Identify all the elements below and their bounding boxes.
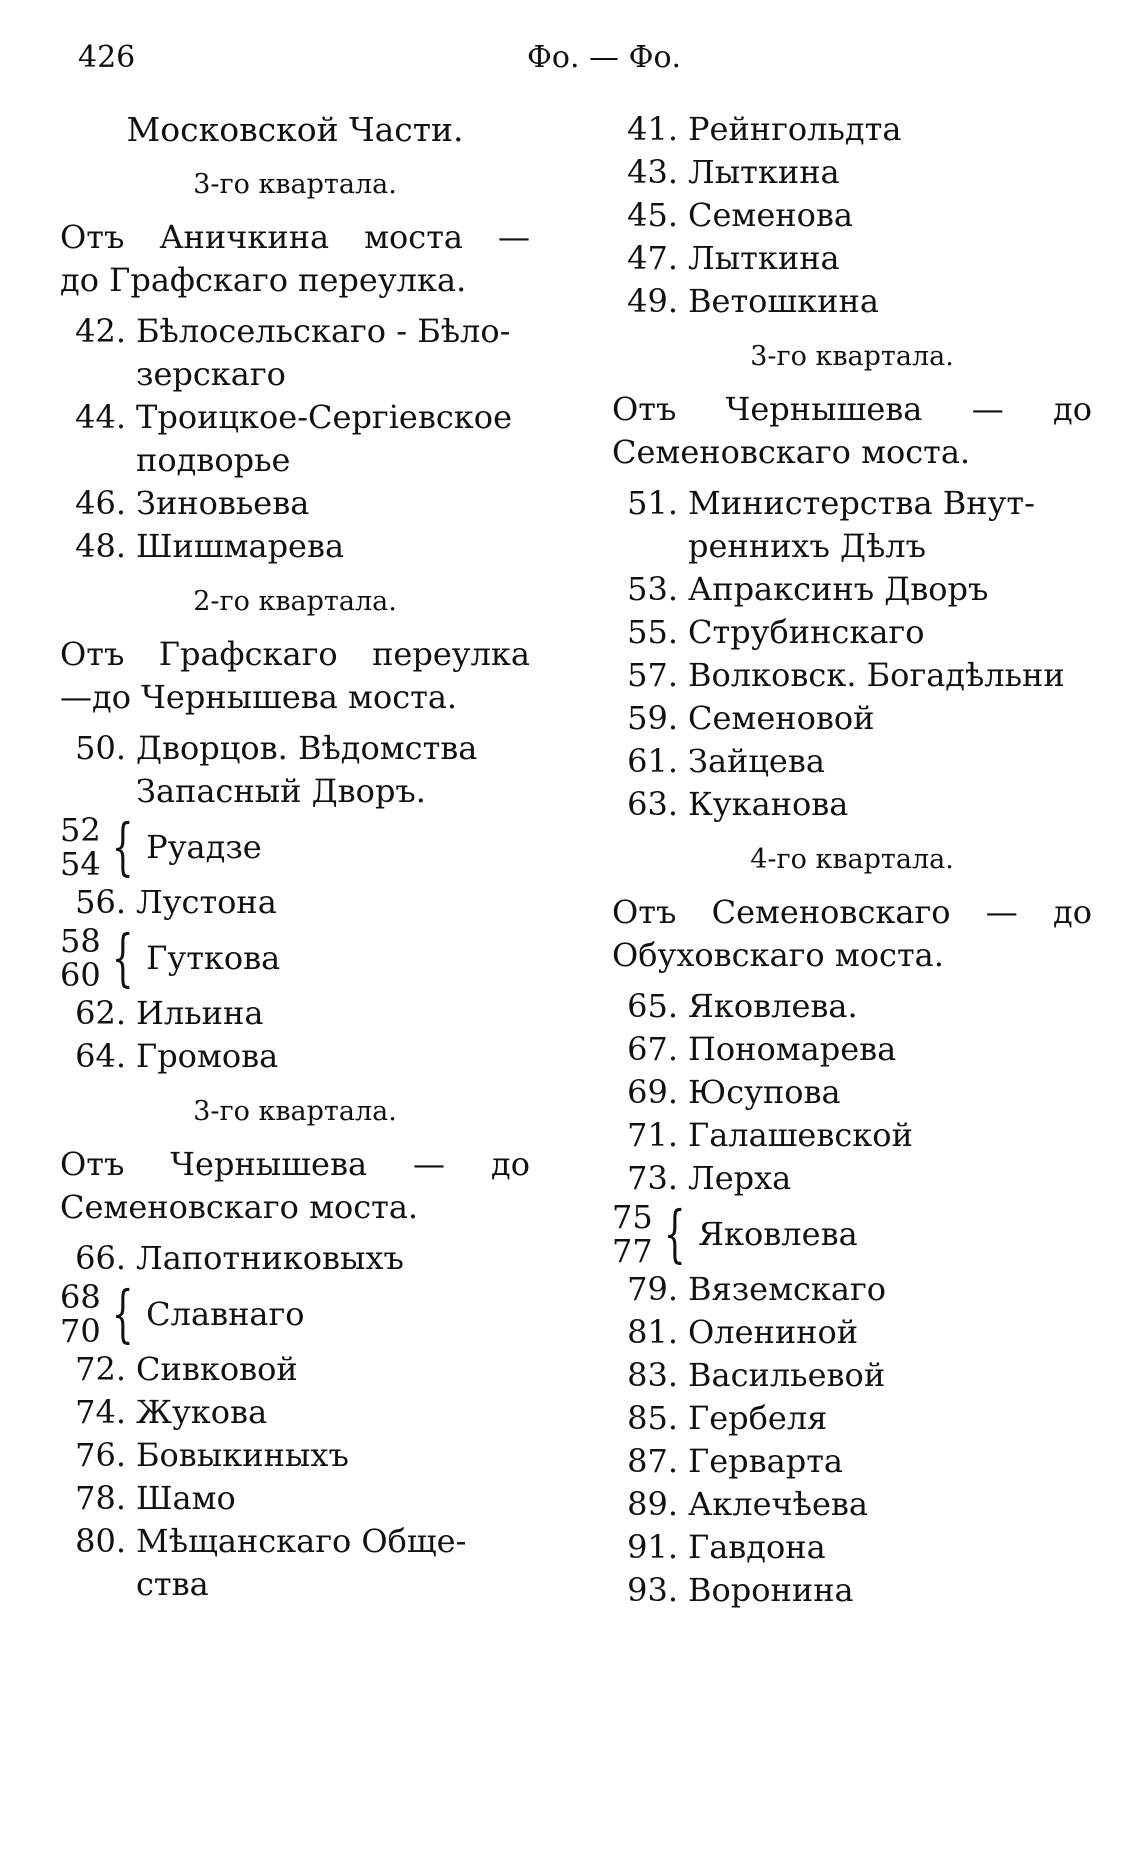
entry-name: Лапотниковыхъ <box>136 1239 404 1277</box>
quarter-heading: 2-го квартала. <box>193 586 397 617</box>
entry-name: Юсупова <box>688 1073 841 1111</box>
entry-name: Сивковой <box>136 1350 298 1388</box>
entry-number: 57. <box>627 656 678 694</box>
entry-continuation: Запасный Дворъ. <box>136 772 426 810</box>
spacer <box>612 474 1092 482</box>
route-line: до Графскаго переулка. <box>60 261 467 299</box>
quarter-heading: 3-го квартала. <box>193 1096 397 1127</box>
entry-name: Лыткина <box>688 239 840 277</box>
entry-name: Гавдона <box>688 1528 826 1566</box>
entry-number: 83. <box>627 1356 678 1394</box>
entry-name: Троицкое-Сергіевское <box>136 398 512 436</box>
entry-name: Струбинскаго <box>688 613 925 651</box>
list-item <box>612 985 1092 1028</box>
entry-name: Аклечѣева <box>688 1485 868 1523</box>
list-item <box>612 1397 1092 1440</box>
entry-continuation: подворье <box>136 441 291 479</box>
entry-number: 44. <box>75 398 126 436</box>
entry-number: 56. <box>75 883 126 921</box>
route-line: Семеновскаго моста. <box>612 433 971 471</box>
list-item <box>612 611 1092 654</box>
route-line: Отъ Чернышева — до <box>60 1145 530 1183</box>
route-line: Отъ Семеновскаго — до <box>612 893 1092 931</box>
entry-continuation: зерскаго <box>136 355 286 393</box>
list-item <box>612 568 1092 611</box>
entry-name: Яковлева. <box>688 987 858 1025</box>
entry-number: 61. <box>627 742 678 780</box>
entry-number: 63. <box>627 785 678 823</box>
entry-name: Лустона <box>136 883 277 921</box>
entry-number: 67. <box>627 1030 678 1068</box>
list-item <box>60 310 530 353</box>
running-head: Фо. — Фо. <box>527 40 682 75</box>
entry-number: 49. <box>627 282 678 320</box>
entry-number: 66. <box>75 1239 126 1277</box>
page-number: 426 <box>78 40 136 75</box>
entry-name: Вяземскаго <box>688 1270 887 1308</box>
entry-number: 46. <box>75 484 126 522</box>
entry-name: Олениной <box>688 1313 859 1351</box>
entry-number: 51. <box>627 484 678 522</box>
entry-number: 47. <box>627 239 678 277</box>
entry-number: 81. <box>627 1313 678 1351</box>
quarter-heading: 3-го квартала. <box>750 341 954 372</box>
route-line: Отъ Аничкина моста — <box>60 218 530 256</box>
entry-number: 55. <box>627 613 678 651</box>
entry-continuation: реннихъ Дѣлъ <box>688 527 926 565</box>
entry-number: 64. <box>75 1037 126 1075</box>
entry-number: 70 <box>60 1312 101 1350</box>
entry-number: 93. <box>627 1571 678 1609</box>
list-item <box>60 1477 530 1520</box>
entry-name: Семенова <box>688 196 853 234</box>
entry-name: Пономарева <box>688 1030 897 1068</box>
brace-symbol: { <box>663 1197 686 1270</box>
list-item <box>612 108 1092 151</box>
entry-number: 74. <box>75 1393 126 1431</box>
entry-number: 91. <box>627 1528 678 1566</box>
list-item <box>612 237 1092 280</box>
entry-name: Дворцов. Вѣдомства <box>136 729 478 767</box>
brace-numbers <box>60 1280 101 1348</box>
entry-name: Шишмарева <box>136 527 345 565</box>
route-line: Отъ Графскаго переулка <box>60 635 530 673</box>
entry-number: 77 <box>612 1232 653 1270</box>
list-item <box>60 1035 530 1078</box>
list-item <box>612 697 1092 740</box>
entry-number: 85. <box>627 1399 678 1437</box>
list-item <box>60 881 530 924</box>
route-line: Отъ Чернышева — до <box>612 390 1092 428</box>
brace-numbers <box>60 813 101 881</box>
entry-name: Апраксинъ Дворъ <box>688 570 989 608</box>
entry-name: Гуткова <box>146 938 281 977</box>
quarter-heading: 4-го квартала. <box>750 844 954 875</box>
list-item <box>612 1028 1092 1071</box>
entry-name: Лыткина <box>688 153 840 191</box>
entry-continuation: ства <box>136 1565 209 1603</box>
entry-number: 80. <box>75 1522 126 1560</box>
entry-name: Воронина <box>688 1571 854 1609</box>
entry-number: 79. <box>627 1270 678 1308</box>
entry-number: 50. <box>75 729 126 767</box>
list-item <box>60 1520 530 1563</box>
list-item <box>612 1157 1092 1200</box>
entry-number: 73. <box>627 1159 678 1197</box>
entry-number: 59. <box>627 699 678 737</box>
entry-name: Жукова <box>136 1393 268 1431</box>
list-item <box>60 396 530 439</box>
list-item <box>612 194 1092 237</box>
entry-name: Славнаго <box>146 1294 305 1333</box>
entry-name: Герварта <box>688 1442 843 1480</box>
brace-numbers <box>612 1200 653 1268</box>
spacer <box>60 302 530 310</box>
entry-name: Галашевской <box>688 1116 913 1154</box>
brace-entry <box>60 810 530 883</box>
list-item <box>612 1311 1092 1354</box>
list-item <box>612 1526 1092 1569</box>
entry-number: 45. <box>627 196 678 234</box>
entry-name: Руадзе <box>146 827 262 866</box>
entry-name: Бѣлосельскаго - Бѣло- <box>136 312 511 350</box>
list-item <box>612 1114 1092 1157</box>
entry-number: 54 <box>60 845 101 883</box>
entry-number: 58 <box>60 922 101 960</box>
spacer <box>612 977 1092 985</box>
entry-number: 60 <box>60 956 101 994</box>
entry-number: 52 <box>60 811 101 849</box>
entry-name: Зиновьева <box>136 484 310 522</box>
list-item <box>60 1348 530 1391</box>
route-line: —до Чернышева моста. <box>60 678 458 716</box>
brace-numbers <box>60 924 101 992</box>
entry-name: Волковск. Богадѣльни <box>688 656 1065 694</box>
list-item <box>60 1237 530 1280</box>
entry-name: Рейнгольдта <box>688 110 902 148</box>
spacer <box>60 1229 530 1237</box>
quarter-heading: 3-го квартала. <box>193 169 397 200</box>
entry-number: 75 <box>612 1198 653 1236</box>
entry-name: Лерха <box>688 1159 792 1197</box>
entry-name: Шамо <box>136 1479 236 1517</box>
list-item <box>612 654 1092 697</box>
list-item <box>60 525 530 568</box>
entry-name: Ветошкина <box>688 282 879 320</box>
entry-number: 69. <box>627 1073 678 1111</box>
spacer <box>60 719 530 727</box>
entry-number: 42. <box>75 312 126 350</box>
entry-number: 65. <box>627 987 678 1025</box>
entry-number: 43. <box>627 153 678 191</box>
entry-number: 48. <box>75 527 126 565</box>
brace-entry <box>612 1197 1092 1270</box>
list-item <box>612 740 1092 783</box>
list-item <box>612 1569 1092 1612</box>
entry-number: 71. <box>627 1116 678 1154</box>
entry-number: 62. <box>75 994 126 1032</box>
entry-number: 68 <box>60 1278 101 1316</box>
entry-name: Министерства Внут- <box>688 484 1035 522</box>
list-item <box>60 992 530 1035</box>
list-item <box>612 783 1092 826</box>
entry-name: Яковлева <box>698 1214 858 1253</box>
entry-name: Ильина <box>136 994 264 1032</box>
list-item <box>60 1391 530 1434</box>
brace-entry <box>60 1277 530 1350</box>
right-column <box>612 108 1092 1612</box>
entry-name: Куканова <box>688 785 849 823</box>
entry-name: Бовыкиныхъ <box>136 1436 349 1474</box>
route-line: Обуховскаго моста. <box>612 936 944 974</box>
list-item <box>612 1354 1092 1397</box>
entry-number: 41. <box>627 110 678 148</box>
entry-number: 53. <box>627 570 678 608</box>
list-item <box>60 482 530 525</box>
left-column <box>60 108 530 1606</box>
list-item <box>60 727 530 770</box>
entry-name: Гербеля <box>688 1399 828 1437</box>
entry-name: Васильевой <box>688 1356 886 1394</box>
list-item <box>612 151 1092 194</box>
list-item <box>60 1434 530 1477</box>
entry-number: 89. <box>627 1485 678 1523</box>
list-item <box>612 1440 1092 1483</box>
entry-name: Громова <box>136 1037 279 1075</box>
entry-name: Семеновой <box>688 699 875 737</box>
list-item <box>612 1071 1092 1114</box>
list-item <box>612 280 1092 323</box>
entry-name: Мѣщанскаго Обще- <box>136 1522 467 1560</box>
entry-number: 76. <box>75 1436 126 1474</box>
entry-number: 87. <box>627 1442 678 1480</box>
section-title: Московской Части. <box>126 110 464 149</box>
entry-number: 72. <box>75 1350 126 1388</box>
entry-name: Зайцева <box>688 742 825 780</box>
list-item <box>612 1483 1092 1526</box>
route-line: Семеновскаго моста. <box>60 1188 419 1226</box>
brace-entry <box>60 921 530 994</box>
entry-number: 78. <box>75 1479 126 1517</box>
list-item <box>612 1268 1092 1311</box>
list-item <box>612 482 1092 525</box>
brace-symbol: { <box>111 810 134 883</box>
brace-symbol: { <box>111 1277 134 1350</box>
brace-symbol: { <box>111 921 134 994</box>
